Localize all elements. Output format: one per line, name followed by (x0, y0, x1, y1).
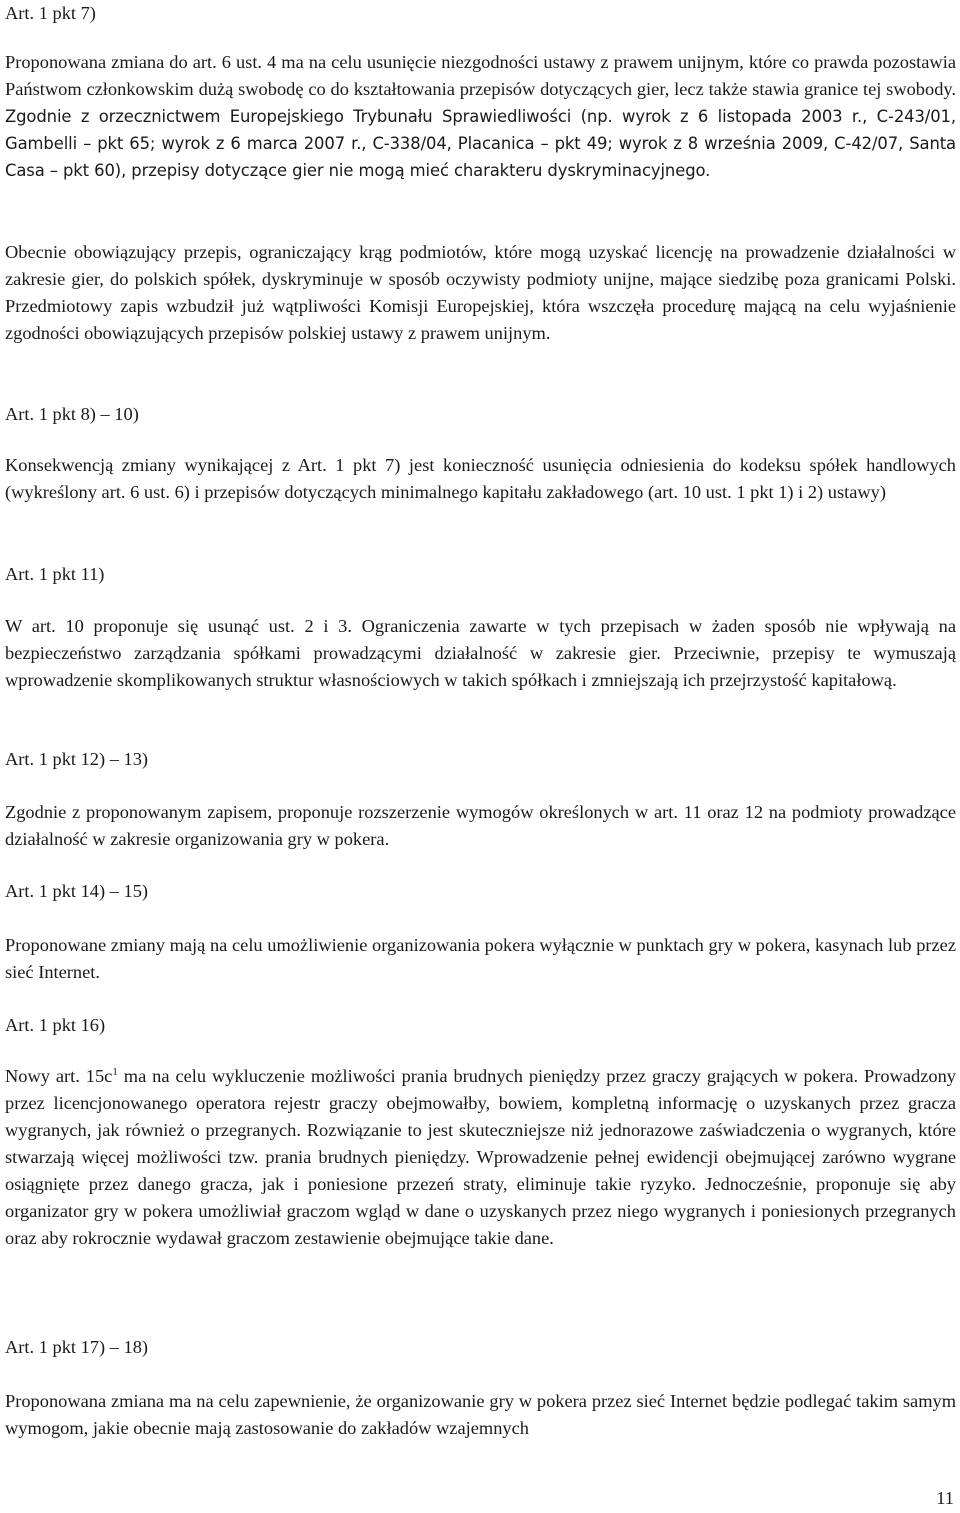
paragraph-art-6-ust-4-change (5, 49, 956, 184)
heading-art-1-pkt-14-15: Art. 1 pkt 14) – 15) (5, 881, 149, 901)
paragraph-prefix: Nowy art. 15c (5, 1066, 113, 1086)
paragraph-money-laundering (5, 1063, 956, 1252)
heading-art-1-pkt-12-13: Art. 1 pkt 12) – 13) (5, 749, 149, 769)
page-number: 11 (936, 1488, 954, 1508)
heading-art-1-pkt-16: Art. 1 pkt 16) (5, 1015, 106, 1035)
paragraph-rest: ma na celu wykluczenie możliwości prania brudnych pieniędzy przez graczy grających w pokera. Prowadzony przez licencjonowanego operatora rejestr graczy obejmowałby, bowiem, kompletną informację o uzyskanych przez gracza wygranych, jak również o przegranych. Rozwiązanie to jest skuteczniejsze niż jednorazowe zaświadczenia o wygranych, które stwarzają więcej możliwości tzw. prania brudnych pieniędzy. Wprowadzenie pełnej ewidencji obejmującej zarówno wygrane osiągnięte przez danego gracza, jak i poniesione przezeń straty, eliminuje takie ryzyko. Jednocześnie, proponuje się aby organizator gry w pokera umożliwiał graczom wgląd w dane o uzyskanych przez niego wygranych i poniesionych przegranych oraz aby rokrocznie wydawał graczom zestawienie obejmujące takie dane. (5, 1066, 956, 1248)
superscript-number: 1 (112, 1065, 118, 1078)
paragraph-part-serif: Proponowana zmiana do art. 6 ust. 4 ma na celu usunięcie niezgodności ustawy z prawem unijnym, które co prawda pozostawia Państwom członkowskim dużą swobodę co do kształtowania przepisów dotyczących gier, lecz także stawia granice tej swobody. (5, 52, 956, 99)
heading-art-1-pkt-11: Art. 1 pkt 11) (5, 564, 105, 584)
paragraph-requirements-extension: Zgodnie z proponowanym zapisem, proponuje rozszerzenie wymogów określonych w art. 11 oraz 12 na podmioty prowadzące działalność w zakresie organizowania gry w pokera. (5, 802, 956, 849)
paragraph-internet-poker: Proponowana zmiana ma na celu zapewnienie, że organizowanie gry w pokera przez sieć Internet będzie podlegać takim samym wymogom, jakie obecnie mają zastosowanie do zakładów wzajemnych (5, 1391, 956, 1438)
paragraph-current-provision: Obecnie obowiązujący przepis, ograniczający krąg podmiotów, które mogą uzyskać licencję na prowadzenie działalności w zakresie gier, do polskich spółek, dyskryminuje w sposób oczywisty podmioty unijne, mające siedzibę poza granicami Polski. Przedmiotowy zapis wzbudził już wątpliwości Komisji Europejskiej, która wszczęła procedurę mającą na celu wyjaśnienie zgodności obowiązujących przepisów polskiej ustawy z prawem unijnym. (5, 242, 956, 343)
paragraph-poker-locations: Proponowane zmiany mają na celu umożliwienie organizowania pokera wyłącznie w punktach gry w pokera, kasynach lub przez sieć Internet. (5, 935, 956, 982)
paragraph-part-sans: Zgodnie z orzecznictwem Europejskiego Trybunału Sprawiedliwości (np. wyrok z 6 listopada 2003 r., C-243/01, Gambelli – pkt 65; wyrok z 6 marca 2007 r., C-338/04, Placanica – pkt 49; wyrok z 8 września 2009, C-42/07, Santa Casa – pkt 60), przepisy dotyczące gier nie mogą mieć charakteru dyskryminacyjnego. (5, 107, 956, 180)
paragraph-consequence: Konsekwencją zmiany wynikającej z Art. 1 pkt 7) jest konieczność usunięcia odniesienia do kodeksu spółek handlowych (wykreślony art. 6 ust. 6) i przepisów dotyczących minimalnego kapitału zakładowego (art. 10 ust. 1 pkt 1) i 2) ustawy) (5, 455, 956, 502)
heading-art-1-pkt-8-10: Art. 1 pkt 8) – 10) (5, 404, 139, 424)
heading-art-1-pkt-7: Art. 1 pkt 7) (5, 3, 96, 23)
heading-art-1-pkt-17-18: Art. 1 pkt 17) – 18) (5, 1337, 149, 1357)
paragraph-art-10-removal: W art. 10 proponuje się usunąć ust. 2 i 3. Ograniczenia zawarte w tych przepisach w żaden sposób nie wpływają na bezpieczeństwo zarządzania spółkami prowadzącymi działalność w zakresie gier. Przeciwnie, przepisy te wymuszają wprowadzenie skomplikowanych struktur własnościowych w takich spółkach i zmniejszają ich przejrzystość kapitałową. (5, 616, 956, 690)
